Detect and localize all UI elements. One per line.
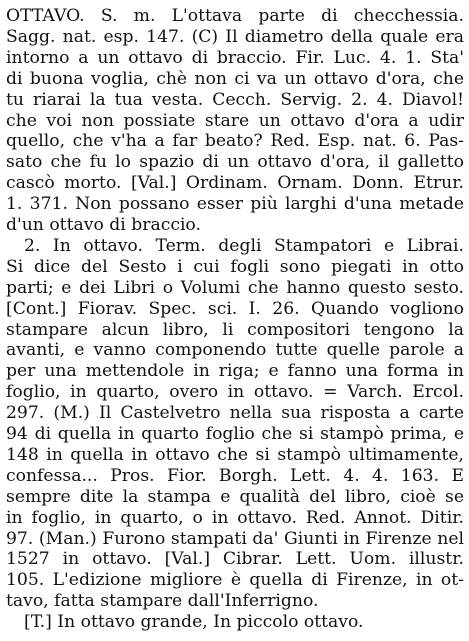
entry-line: 1527 in ottavo. [Val.] Cibrar. Lett. Uom. illustr. <box>6 549 464 570</box>
entry-line: confessa... Pros. Fior. Borgh. Lett. 4. 4. 163. E <box>6 465 464 486</box>
entry-line: 97. (Man.) Furono stampati da' Giunti in Firenze nel <box>6 528 464 549</box>
entry-line: sempre dite la stampa e qualità del libro, cioè se <box>6 486 464 507</box>
entry-line: Sagg. nat. esp. 147. (C) Il diametro della quale era <box>6 26 464 47</box>
entry-line: tu riarai la tua vesta. Cecch. Servig. 2. 4. Diavol! <box>6 89 464 110</box>
entry-line: [Cont.] Fiorav. Spec. sci. I. 26. Quando vogliono <box>6 298 464 319</box>
entry-line: 105. L'edizione migliore è quella di Firenze, in ot- <box>6 570 464 591</box>
entry-line: [T.] In ottavo grande, In piccolo ottavo. <box>24 612 364 633</box>
entry-line: parti; e dei Libri o Volumi che hanno questo sesto. <box>6 277 464 298</box>
entry-line: foglio, in quarto, overo in ottavo. = Varch. Ercol. <box>6 382 464 403</box>
entry-line: 94 di quella in quarto foglio che si stampò prima, e <box>6 424 464 444</box>
entry-line: intorno a un ottavo di braccio. Fir. Luc. 4. 1. Sta' <box>6 47 464 68</box>
entry-line: 148 in quella in ottavo che si stampò ultimamente, <box>6 444 464 465</box>
entry-line: di buona voglia, chè non ci va un ottavo d'ora, che <box>6 68 464 89</box>
entry-line: OTTAVO. S. m. L'ottava parte di checchessia. <box>6 6 464 26</box>
entry-line: in foglio, in quarto, o in ottavo. Red. Annot. Ditir. <box>6 507 464 528</box>
entry-line: quello, che v'ha a far beato? Red. Esp. nat. 6. Pas- <box>6 131 464 152</box>
entry-line: 297. (M.) Il Castelvetro nella sua risposta a carte <box>6 403 464 424</box>
entry-line: sato che fu lo spazio di un ottavo d'ora, il galletto <box>6 152 464 173</box>
entry-line: 1. 371. Non possano esser più larghi d'una metade <box>6 194 464 215</box>
entry-line: Si dice del Sesto i cui fogli sono piegati in otto <box>6 256 464 277</box>
entry-line: per una mettendole in riga; e fanno una forma in <box>6 361 464 382</box>
entry-line: stampare alcun libro, li compositori tengono la <box>6 319 464 340</box>
entry-line: che voi non possiate stare un ottavo d'ora a udir <box>6 110 464 131</box>
entry-line: cascò morto. [Val.] Ordinam. Ornam. Donn. Etrur. <box>6 173 464 194</box>
entry-line: d'un ottavo di braccio. <box>6 215 201 235</box>
entry-line: avanti, e vanno componendo tutte quelle parole a <box>6 340 464 361</box>
entry-line: tavo, fatta stampare dall'Inferrigno. <box>6 591 319 612</box>
entry-line: 2. In ottavo. Term. degli Stampatori e Librai. <box>24 235 464 256</box>
